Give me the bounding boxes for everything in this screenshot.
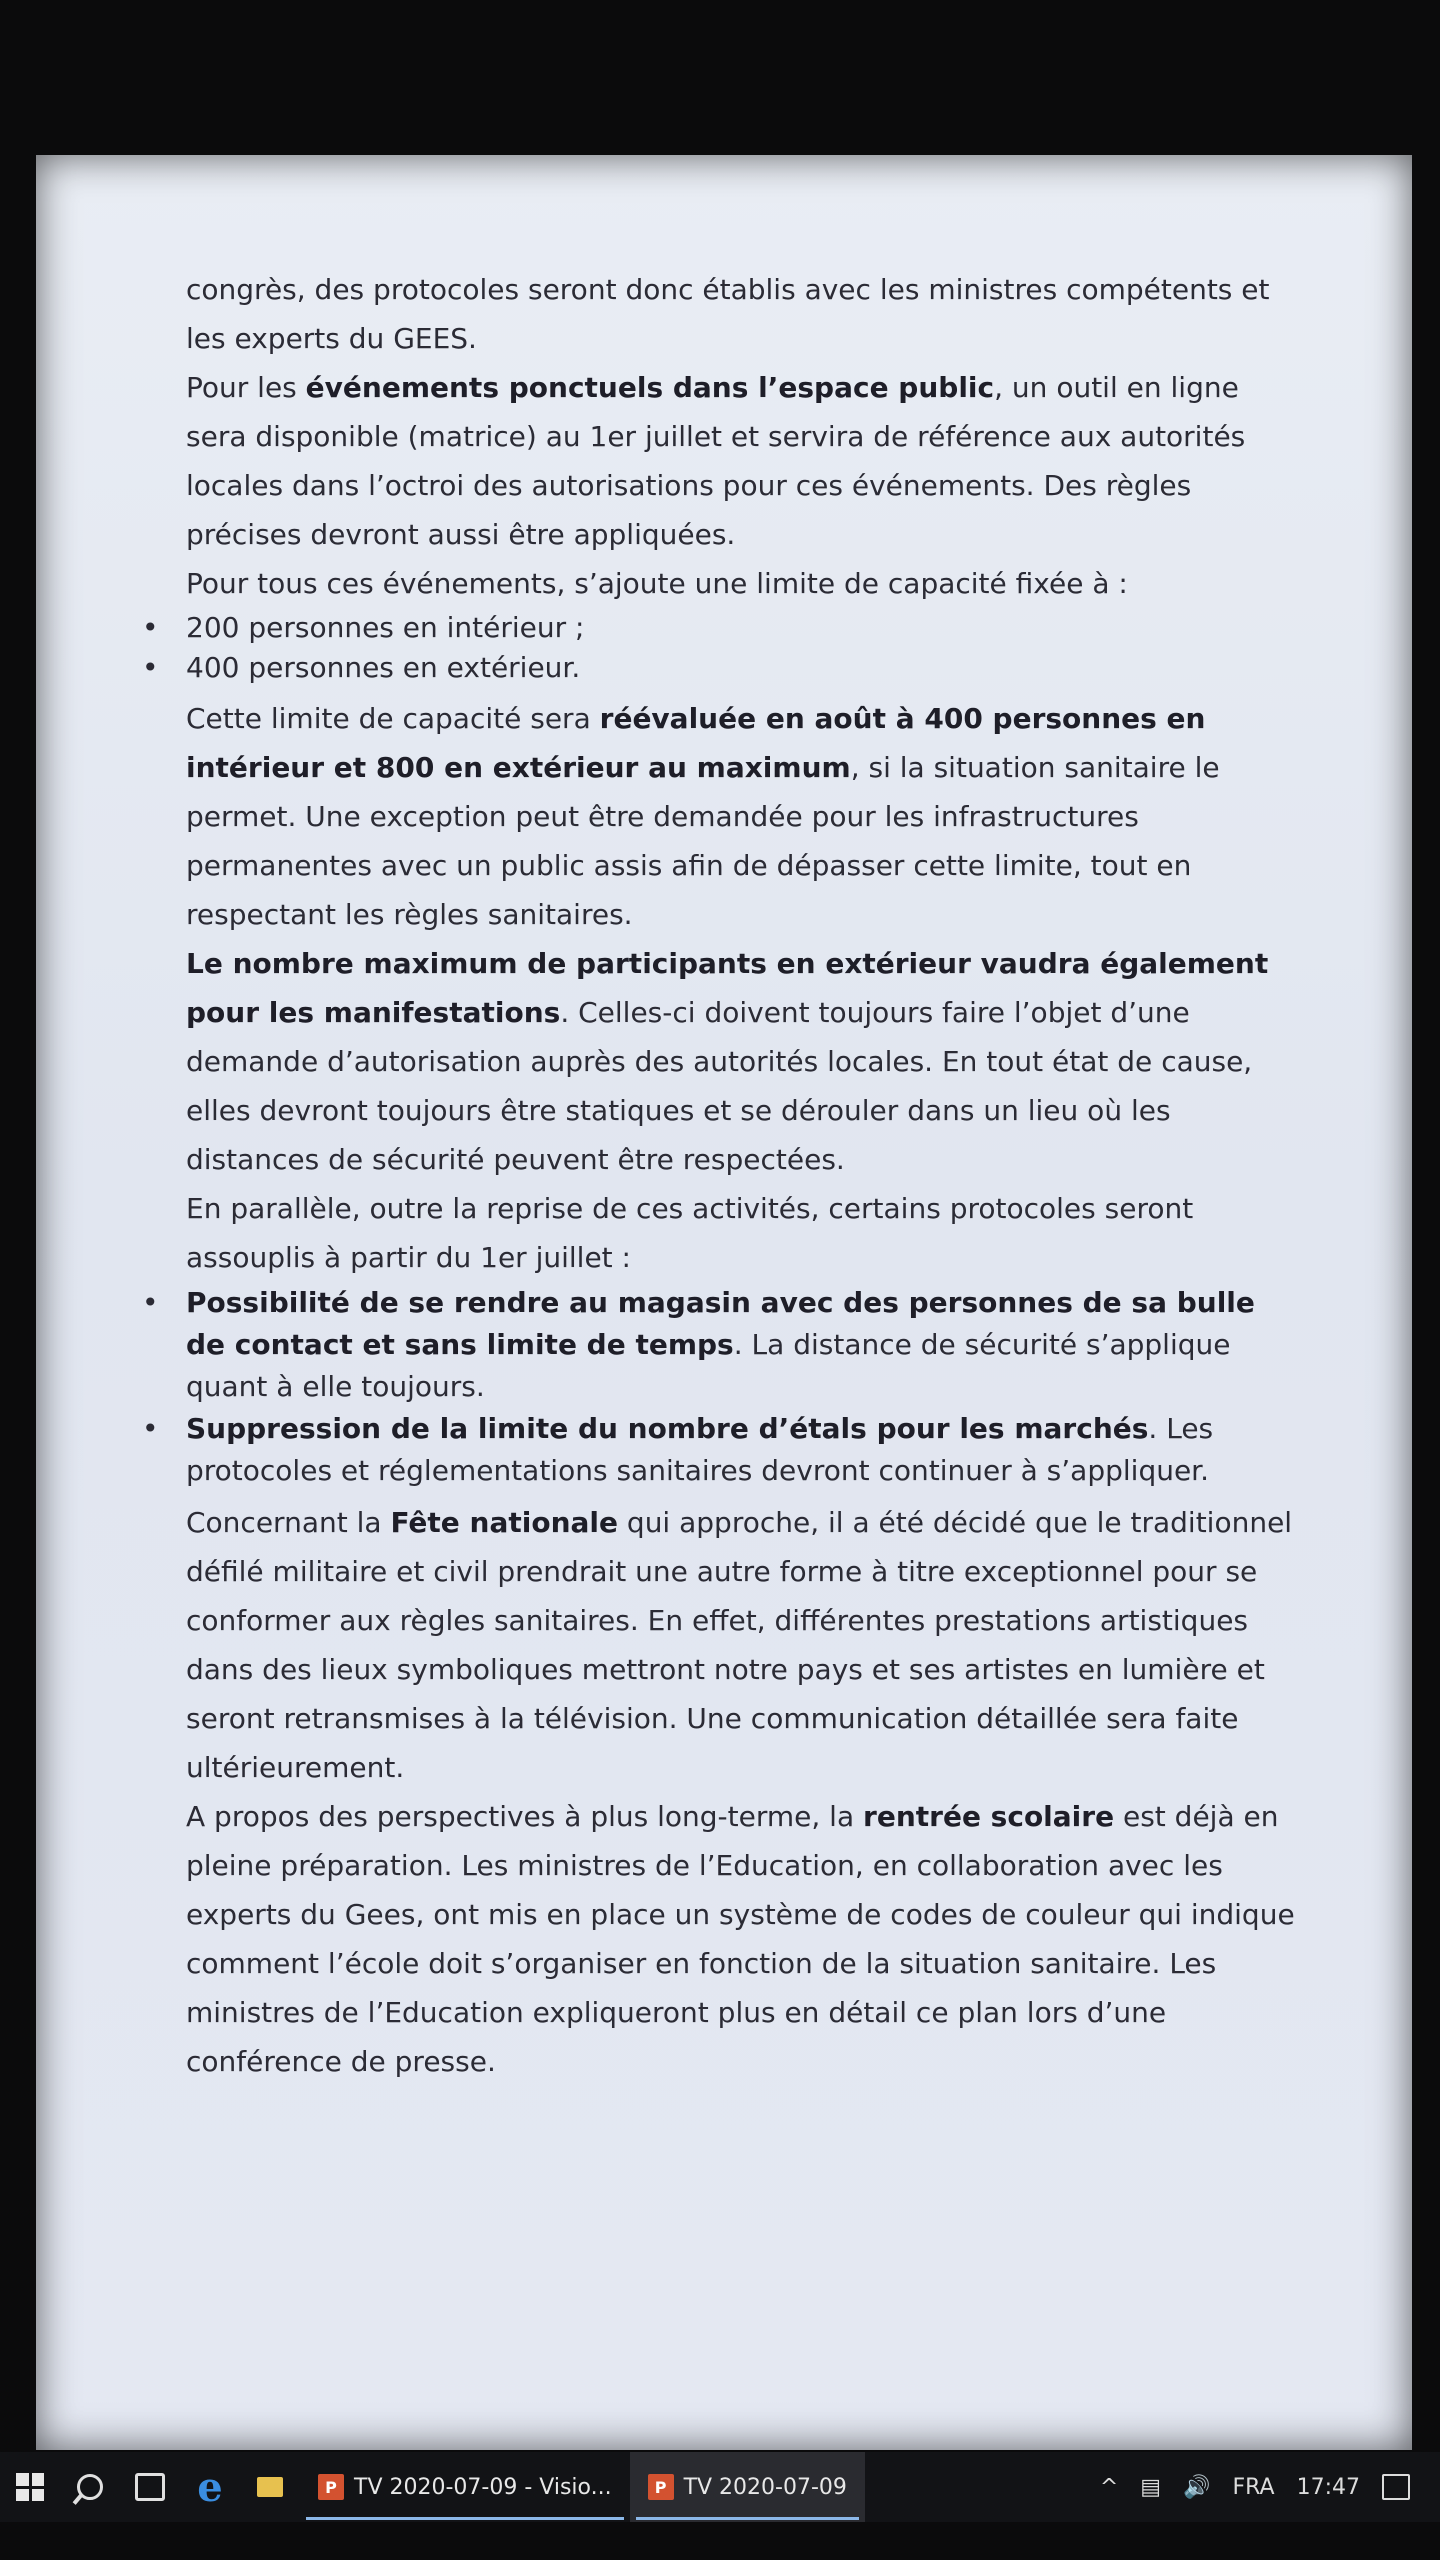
list-item: • 400 personnes en extérieur. bbox=[186, 648, 1296, 688]
taskbar-app-label: TV 2020-07-09 - Visio... bbox=[354, 2474, 612, 2500]
file-explorer-button[interactable] bbox=[240, 2452, 300, 2522]
monitor-screen bbox=[36, 155, 1412, 2450]
paragraph-congres: congrès, des protocoles seront donc établis avec les ministres compétents et les experts du GEES. bbox=[186, 273, 1270, 355]
paragraph-capacite-intro: Pour tous ces événements, s’ajoute une limite de capacité fixée à : bbox=[186, 567, 1128, 600]
network-icon[interactable]: ▤ bbox=[1140, 2474, 1162, 2500]
powerpoint-icon: P bbox=[648, 2474, 674, 2500]
notification-icon[interactable] bbox=[1382, 2474, 1410, 2500]
paragraph-reevaluation: Cette limite de capacité sera réévaluée en août à 400 personnes en intérieur et 800 en extérieur au maximum, si la situation sanitaire le permet. Une exception peut être demandée pour les infrastructures permanentes avec un public assis afin de dépasser cette limite, tout en respectant les règles sanitaires. bbox=[186, 702, 1220, 931]
task-view-icon bbox=[135, 2473, 165, 2501]
paragraph-protocoles-intro: En parallèle, outre la reprise de ces activités, certains protocoles seront assouplis à partir du 1er juillet : bbox=[186, 1192, 1194, 1274]
document-body bbox=[186, 265, 1296, 2086]
taskbar-app-powerpoint-visio[interactable] bbox=[300, 2452, 630, 2522]
windows-icon bbox=[16, 2473, 44, 2501]
search-icon bbox=[77, 2474, 103, 2500]
system-tray bbox=[1100, 2474, 1440, 2500]
protocol-list bbox=[186, 1282, 1296, 1492]
start-button[interactable] bbox=[0, 2452, 60, 2522]
paragraph-rentree-scolaire: A propos des perspectives à plus long-terme, la rentrée scolaire est déjà en pleine préparation. Les ministres de l’Education, en collaboration avec les experts du Gees, ont mis en place un système de codes de couleur qui indique comment l’école doit s’organiser en fonction de la situation sanitaire. Les ministres de l’Education expliqueront plus en détail ce plan lors d’une conférence de presse. bbox=[186, 1800, 1295, 2078]
paragraph-fete-nationale: Concernant la Fête nationale qui approche, il a été décidé que le traditionnel défilé militaire et civil prendrait une autre forme à titre exceptionnel pour se conformer aux règles sanitaires. En effet, différentes prestations artistiques dans des lieux symboliques mettront notre pays et ses artistes en lumière et seront retransmises à la télévision. Une communication détaillée sera faite ultérieurement. bbox=[186, 1506, 1293, 1784]
volume-icon[interactable]: 🔊 bbox=[1183, 2474, 1211, 2500]
edge-button[interactable] bbox=[180, 2452, 240, 2522]
paragraph-evenements: Pour les événements ponctuels dans l’espace public, un outil en ligne sera disponible (matrice) au 1er juillet et servira de référence aux autorités locales dans l’octroi des autorisations pour ces événements. Des règles précises devront aussi être appliquées. bbox=[186, 371, 1246, 551]
language-indicator[interactable]: FRA bbox=[1232, 2474, 1275, 2500]
folder-icon bbox=[257, 2477, 283, 2497]
chevron-up-icon[interactable]: ^ bbox=[1099, 2474, 1119, 2500]
powerpoint-icon: P bbox=[318, 2474, 344, 2500]
paragraph-manifestations: Le nombre maximum de participants en extérieur vaudra également pour les manifestations. Celles-ci doivent toujours faire l’objet d’une demande d’autorisation auprès des autorités locales. En tout état de cause, elles devront toujours être statiques et se dérouler dans un lieu où les distances de sécurité peuvent être respectées. bbox=[186, 947, 1269, 1176]
search-button[interactable] bbox=[60, 2452, 120, 2522]
taskbar bbox=[0, 2452, 1440, 2522]
taskbar-app-powerpoint[interactable] bbox=[630, 2452, 865, 2522]
list-item: • 200 personnes en intérieur ; bbox=[186, 608, 1296, 648]
taskbar-app-label: TV 2020-07-09 bbox=[683, 2474, 847, 2500]
capacity-list bbox=[186, 608, 1296, 688]
clock[interactable]: 17:47 bbox=[1296, 2474, 1360, 2500]
task-view-button[interactable] bbox=[120, 2452, 180, 2522]
list-item: • Possibilité de se rendre au magasin avec des personnes de sa bulle de contact et sans limite de temps. La distance de sécurité s’applique quant à elle toujours. bbox=[186, 1282, 1296, 1408]
edge-icon: e bbox=[197, 2463, 223, 2511]
list-item: • Suppression de la limite du nombre d’étals pour les marchés. Les protocoles et réglementations sanitaires devront continuer à s’appliquer. bbox=[186, 1408, 1296, 1492]
